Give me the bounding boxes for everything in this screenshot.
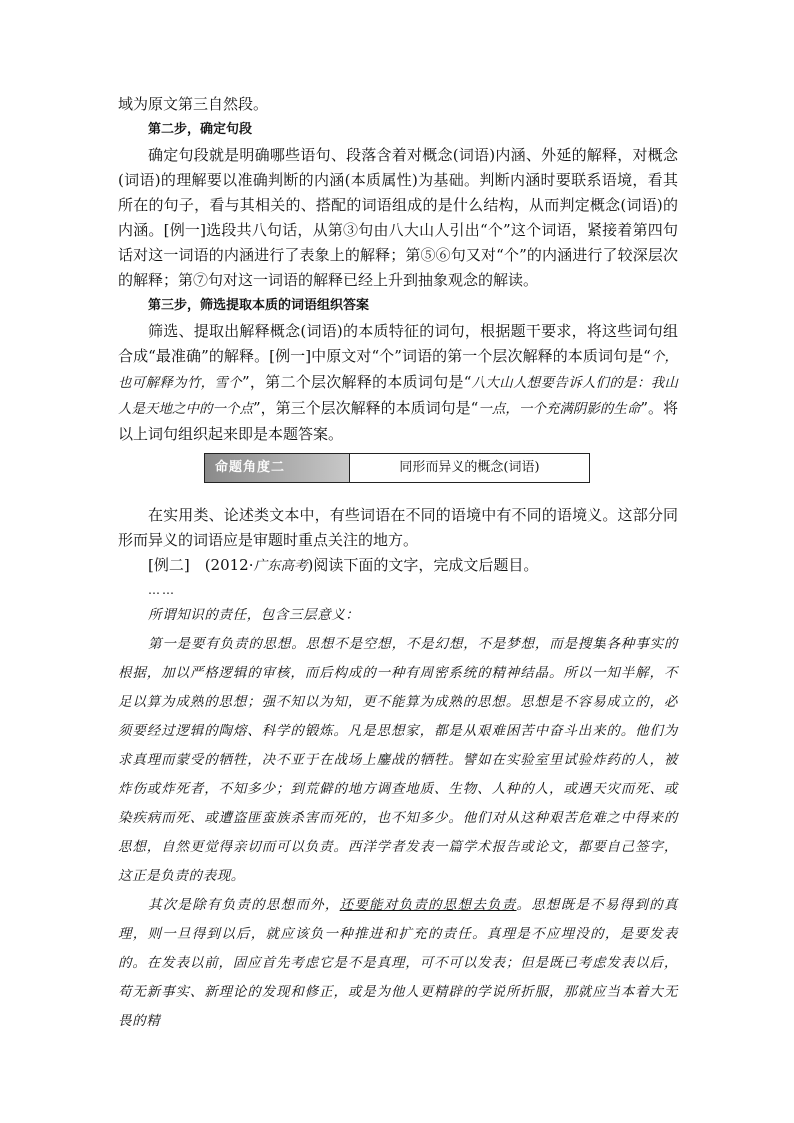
banner-title: 同形而异义的概念(词语): [349, 454, 589, 482]
passage-paragraph-one: 第一是要有负责的思想。思想不是空想，不是幻想，不是梦想，而是搜集各种事实的根据，加以严格逻辑的审核，而后构成的一种有周密系统的精神结晶。所以一知半解，不足以算为成熟的思想；强不知以为知，更不能算为成熟的思想。思想是不容易成立的，必须要经过逻辑的陶熔、科学的锻炼。凡是思想家，都是从艰难困苦中奋斗出来的。他们为求真理而蒙受的牺牲，决不亚于在战场上鏖战的牺牲。譬如在实验室里试验炸药的人，被炸伤或炸死者，不知多少；到荒僻的地方调查地质、生物、人种的人，或遇天灾而死、或染疾病而死、或遭盗匪蛮族杀害而死的，也不知多少。他们对从这种艰苦危难之中得来的思想，自然更觉得亲切而可以负责。西洋学者发表一篇学术报告或论文，都要自己签字，这正是负责的表现。: [118, 636, 678, 884]
example-label: [例二] (2012·: [148, 556, 254, 574]
p2a: 筛选、提取出解释概念(词语)的本质特征的词句，根据题干要求，将这些词句组合成“最准确”的解释。[例一]中原文对“个”词语的第一个层次解释的本质词句是“: [118, 322, 678, 365]
reading-passage: [118, 601, 678, 1036]
quote-layer-two: 八大山人想要告诉人们的是：我山人是天地之中的一个点: [118, 375, 679, 417]
topic-banner: [204, 453, 590, 483]
document-page: [118, 92, 678, 1036]
paragraph-continued: 域为原文第三自然段。: [118, 95, 269, 113]
step-two-heading: 第二步，确定句段: [148, 122, 253, 137]
q2c: 。思想既是不易得到的真理，则一旦得到以后，就应该负一种推进和扩充的责任。真理是不应埋没的，是要发表的。在发表以前，固应首先考虑它是不是真理，可不可以发表；但是既已考虑发表以后，苟无新事实、新理论的发现和修正，或是为他人更精辟的学说所折服，那就应当本着大无畏的精: [118, 897, 678, 1029]
exam-source: 广东高考: [253, 558, 308, 574]
paragraph-step-three: [118, 319, 678, 447]
example-instruction: )阅读下面的文字，完成文后题目。: [307, 556, 539, 574]
paragraph-intro: 在实用类、论述类文本中，有些词语在不同的语境中有不同的语境义。这部分同形而异义的词语应是审题时重点关注的地方。: [118, 506, 678, 549]
quote-layer-one: 个，也可解释为竹，雪个: [118, 349, 678, 391]
banner-label: 命题角度二: [205, 454, 349, 482]
p2e: ”，第三个层次解释的本质词句是“: [253, 399, 479, 417]
passage-intro: 所谓知识的责任，包含三层意义：: [148, 607, 360, 623]
passage-paragraph-two: [118, 891, 678, 1036]
p2c: ”，第二个层次解释的本质词句是“: [241, 373, 472, 391]
example-two-heading: [118, 553, 678, 579]
p2g: ”。将以上词句组织起来即是本题答案。: [118, 399, 679, 443]
q2a: 其次是除有负责的思想而外，: [148, 897, 340, 913]
step-three-heading: 第三步，筛选提取本质的词语组织答案: [148, 298, 370, 313]
ellipsis: ……: [148, 583, 176, 597]
underlined-sentence: 还要能对负责的思想去负责: [339, 897, 517, 913]
paragraph-step-two: 确定句段就是明确哪些语句、段落含着对概念(词语)内涵、外延的解释，对概念(词语)的理解要以准确判断的内涵(本质属性)为基础。判断内涵时要联系语境，看其所在的句子，看与其相关的、搭配的词语组成的是什么结构，从而判定概念(词语)的内涵。[例一]选段共八句话，从第③句由八大山人引出“个”这个词语，紧接着第四句话对这一词语的内涵进行了表象上的解释；第⑤⑥句又对“个”的内涵进行了较深层次的解释；第⑦句对这一词语的解释已经上升到抽象观念的解读。: [118, 146, 678, 289]
quote-layer-three: 一点，一个充满阴影的生命: [478, 401, 641, 417]
